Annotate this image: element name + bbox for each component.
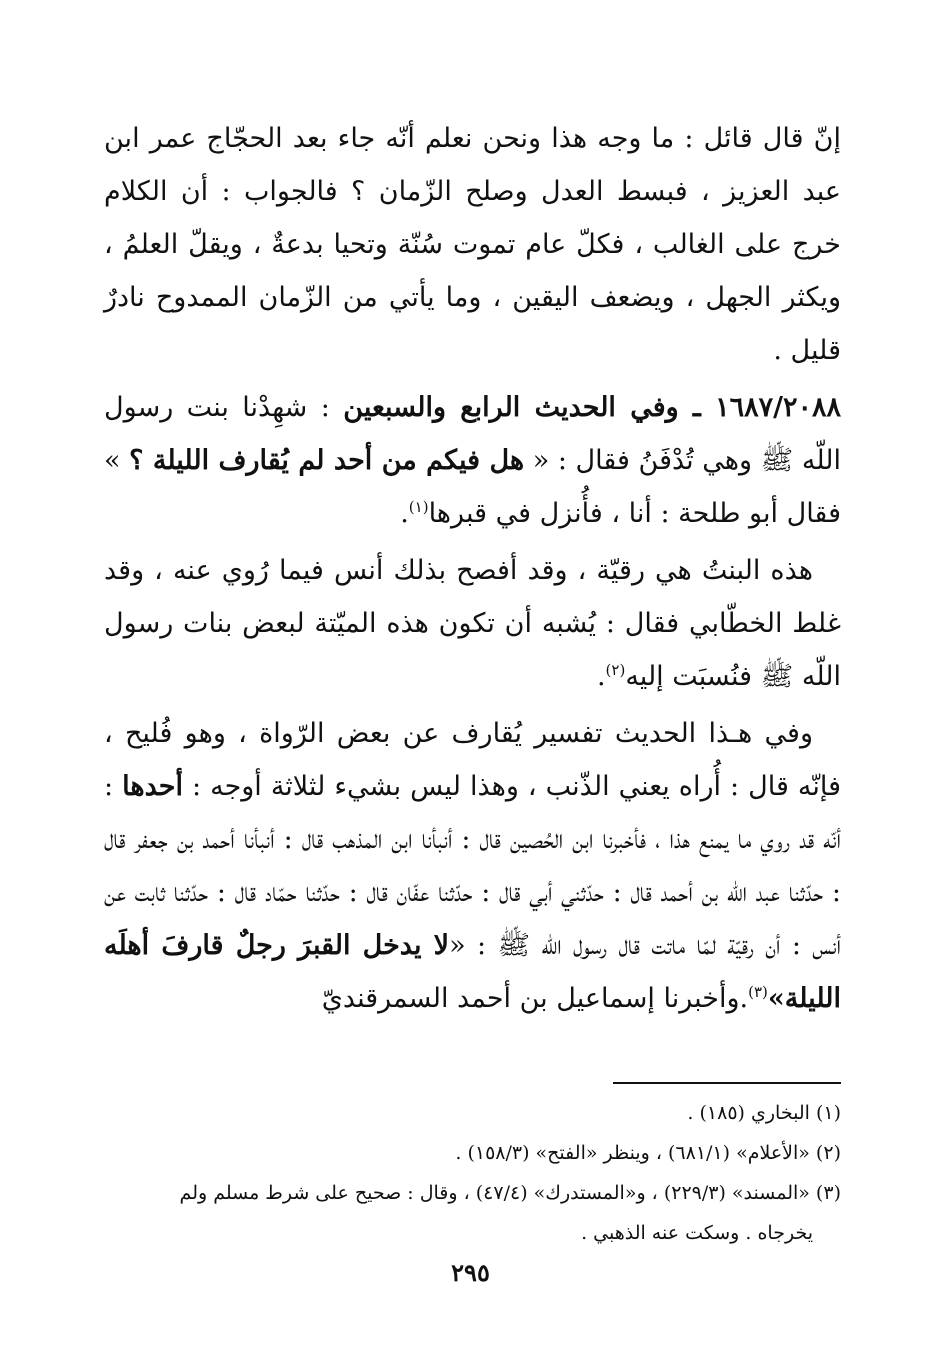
footnote-3: (٣) «المسند» (٢٢٩/٣) ، و«المستدرك» (٤٧/٤) ، وقال : صحيح على شرط مسلم ولم [179, 1182, 841, 1204]
hadith-number: ١٦٨٧/٢٠٨٨ [715, 392, 841, 423]
hadith-heading: وفي الحديث الرابع والسبعين [343, 392, 679, 423]
hadith-tail: » فقال أبو طلحة : أنا ، فأُنزل في قبرها [104, 445, 841, 529]
paragraph-4-part-1: وفي هـذا الحديث تفسير يُقارف عن بعض الرّواة ، وهو فُليح ، فإنّه قال : أُراه يعني الذّنب ، وهذا ليس بشيء لثلاثة أوجه : [104, 718, 842, 802]
paragraph-3 [104, 544, 841, 703]
first-reason: أحدها [122, 771, 183, 802]
footnote-ref-2: (٢) [605, 661, 626, 679]
hadith-quote: هل فيكم من أحد لم يُقارف الليلة ؟ [129, 445, 525, 476]
hadith-dash: ـ [678, 392, 716, 423]
paragraph-2 [104, 381, 841, 540]
paragraph-3-text: هذه البنتُ هي رقيّة ، وقد أفصح بذلك أنس فيما رُوي عنه ، وقد غلط الخطّابي فقال : يُشبه أن تكون هذه الميّتة لبعض بنات رسول اللّه ﷺ فنُسبَت إليه [104, 555, 841, 692]
quote-close: » [767, 983, 785, 1014]
page-number: ٢٩٥ [451, 1258, 490, 1287]
footnote-2: (٢) «الأعلام» (٦٨١/١) ، وينظر «الفتح» (١٥٨/٣) . [455, 1142, 841, 1164]
footnote-ref-1: (١) [408, 498, 429, 516]
paragraph-2-end: . [400, 498, 409, 529]
paragraph-4-part-3: .وأخبرنا إسماعيل بن أحمد السمرقنديّ [321, 983, 749, 1014]
paragraph-1: إنّ قال قائل : ما وجه هذا ونحن نعلم أنّه جاء بعد الحجّاج عمر ابن عبد العزيز ، فبسط العدل وصلح الزّمان ؟ فالجواب : أن الكلام خرج على الغالب ، فكلّ عام تموت سُنّة وتحيا بدعةٌ ، ويقلّ العلمُ ، ويكثر الجهل ، ويضعف اليقين ، وما يأتي من الزّمان الممدوح نادرٌ قليل . [104, 123, 841, 366]
footnote-3-continuation: يخرجاه . وسكت عنه الذهبي . [581, 1222, 813, 1244]
hadith-quote-2: لا يدخل القبرَ رجلٌ قارفَ أهلَه الليلة [104, 930, 841, 1014]
footnote-1: (١) البخاري (١٨٥) . [687, 1102, 841, 1124]
main-text [104, 112, 841, 1025]
footnote-divider [613, 1082, 841, 1084]
hadith-lead: : شهِدْنا بنت رسول اللّه ﷺ وهي تُدْفَنُ فقال : « [104, 392, 841, 476]
paragraph-3-end: . [596, 661, 606, 692]
paragraph-4-part-2: : أنّه قد روي ما يمنع هذا ، فأخبرنا ابن الحُصين قال : أنبأنا ابن المذهب قال : أنبأنا أحمد بن جعفر قال : حدّثنا عبد اللّه بن أحمد قال : حدّثني أبي قال : حدّثنا عفّان قال : حدّثنا حمّاد قال : حدّثنا ثابت عن أنس : أن رقيّة لمّا ماتت قال رسول اللّه ﷺ : « [104, 771, 841, 961]
footnote-ref-3: (٣) [748, 983, 768, 1001]
paragraph-4 [104, 707, 841, 1025]
footnotes [104, 1093, 841, 1253]
